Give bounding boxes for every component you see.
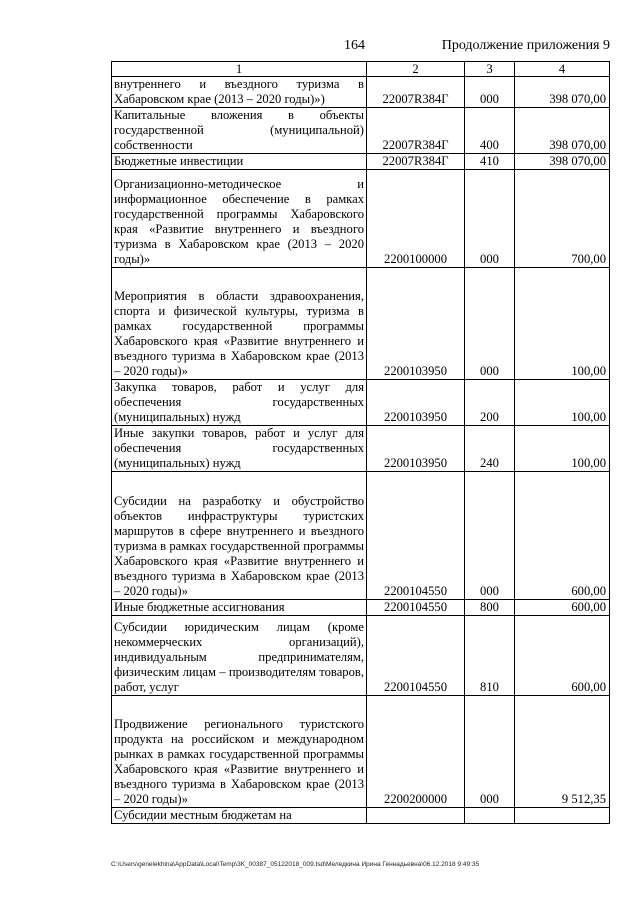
cell-amount: 398 070,00 <box>515 77 610 108</box>
cell-name: Субсидии местным бюджетам на <box>112 808 367 824</box>
cell-target-article: 2200104550 <box>367 616 465 696</box>
table-row <box>112 170 610 268</box>
column-header: 4 <box>515 62 610 77</box>
cell-name: Капитальные вложения в объекты государственной (муниципальной) собственности <box>112 108 367 154</box>
cell-expense-type <box>465 808 515 824</box>
cell-expense-type: 810 <box>465 616 515 696</box>
cell-expense-type: 240 <box>465 426 515 472</box>
cell-target-article: 2200103950 <box>367 268 465 380</box>
table-row <box>112 616 610 696</box>
cell-name: Организационно-методическое и информационное обеспечение в рамках государственной программы Хабаровского края «Развитие внутреннего и въездного туризма в Хабаровском крае (2013 – 2020 годы)» <box>112 170 367 268</box>
cell-name: Продвижение регионального туристского продукта на российском и международном рынках в рамках государственной программы Хабаровского края «Развитие внутреннего и въездного туризма в Хабаровском крае (2013 – 2020 годы)» <box>112 696 367 808</box>
cell-amount <box>515 808 610 824</box>
continuation-label: Продолжение приложения 9 <box>441 38 610 53</box>
cell-target-article: 22007R384Г <box>367 108 465 154</box>
cell-expense-type: 400 <box>465 108 515 154</box>
cell-target-article: 2200104550 <box>367 472 465 600</box>
cell-target-article: 22007R384Г <box>367 77 465 108</box>
cell-expense-type: 000 <box>465 77 515 108</box>
table-row <box>112 696 610 808</box>
table-row <box>112 808 610 824</box>
page-number: 164 <box>344 38 365 53</box>
cell-target-article: 2200103950 <box>367 426 465 472</box>
cell-amount: 9 512,35 <box>515 696 610 808</box>
cell-target-article: 2200200000 <box>367 696 465 808</box>
cell-name: Субсидии юридическим лицам (кроме некоммерческих организаций), индивидуальным предпринимателям, физическим лицам – производителям товаров, работ, услуг <box>112 616 367 696</box>
cell-amount: 600,00 <box>515 472 610 600</box>
cell-amount: 100,00 <box>515 380 610 426</box>
page-header <box>0 38 640 56</box>
cell-target-article: 2200104550 <box>367 600 465 616</box>
budget-table <box>111 61 610 824</box>
table-row <box>112 154 610 170</box>
table-row <box>112 380 610 426</box>
cell-amount: 600,00 <box>515 616 610 696</box>
cell-amount: 600,00 <box>515 600 610 616</box>
cell-expense-type: 000 <box>465 268 515 380</box>
cell-amount: 100,00 <box>515 426 610 472</box>
cell-amount: 398 070,00 <box>515 108 610 154</box>
cell-name: внутреннего и въездного туризма в Хабаровском крае (2013 – 2020 годы)») <box>112 77 367 108</box>
file-path-footer: C:\Users\genelekhina\AppData\Local\Temp\3K_00387_05122018_009.tsd\Меледкина Ирина Геннадьевна\06.12.2018 9:49:35 <box>111 861 480 868</box>
cell-name: Иные бюджетные ассигнования <box>112 600 367 616</box>
cell-target-article: 22007R384Г <box>367 154 465 170</box>
column-header: 3 <box>465 62 515 77</box>
cell-expense-type: 000 <box>465 472 515 600</box>
cell-name: Мероприятия в области здравоохранения, спорта и физической культуры, туризма в рамках государственной программы Хабаровского края «Развитие внутреннего и въездного туризма в Хабаровском крае (2013 – 2020 годы)» <box>112 268 367 380</box>
table-row <box>112 600 610 616</box>
table-header-row <box>112 62 610 77</box>
cell-target-article <box>367 808 465 824</box>
cell-name: Закупка товаров, работ и услуг для обеспечения государственных (муниципальных) нужд <box>112 380 367 426</box>
cell-amount: 398 070,00 <box>515 154 610 170</box>
table-row <box>112 77 610 108</box>
table-row <box>112 108 610 154</box>
cell-amount: 700,00 <box>515 170 610 268</box>
cell-name: Бюджетные инвестиции <box>112 154 367 170</box>
cell-amount: 100,00 <box>515 268 610 380</box>
cell-expense-type: 000 <box>465 170 515 268</box>
column-header: 2 <box>367 62 465 77</box>
cell-name: Иные закупки товаров, работ и услуг для обеспечения государственных (муниципальных) нужд <box>112 426 367 472</box>
cell-expense-type: 800 <box>465 600 515 616</box>
table-row <box>112 472 610 600</box>
cell-target-article: 2200100000 <box>367 170 465 268</box>
column-header: 1 <box>112 62 367 77</box>
cell-expense-type: 410 <box>465 154 515 170</box>
cell-expense-type: 200 <box>465 380 515 426</box>
cell-target-article: 2200103950 <box>367 380 465 426</box>
cell-expense-type: 000 <box>465 696 515 808</box>
table-row <box>112 426 610 472</box>
table-row <box>112 268 610 380</box>
cell-name: Субсидии на разработку и обустройство объектов инфраструктуры туристских маршрутов в сфере внутреннего и въездного туризма в рамках государственной программы Хабаровского края «Развитие внутреннего и въездного туризма в Хабаровском крае (2013 – 2020 годы)» <box>112 472 367 600</box>
